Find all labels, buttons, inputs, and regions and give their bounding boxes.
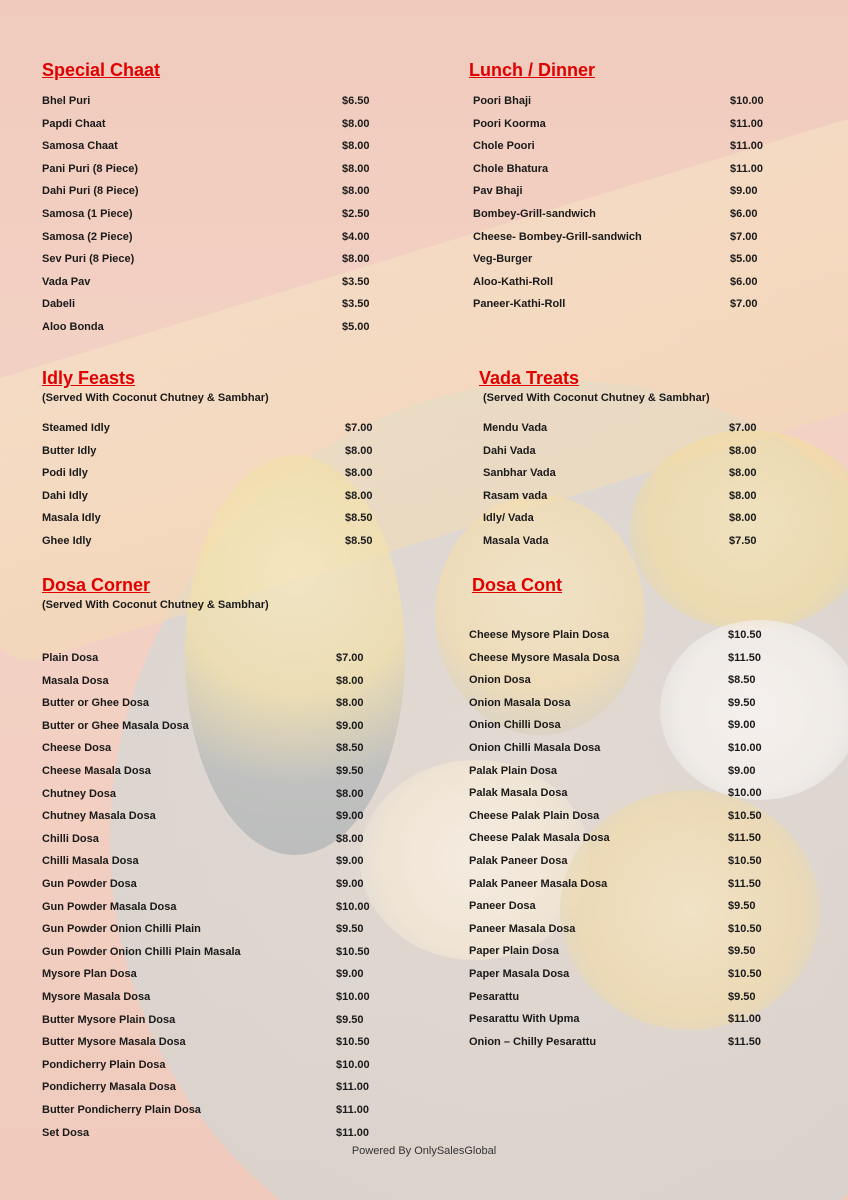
- menu-item-price: $6.50: [342, 95, 370, 107]
- menu-item-price: $11.00: [730, 118, 764, 130]
- menu-item-price: $7.00: [336, 652, 364, 664]
- menu-item-price: $8.50: [345, 512, 373, 524]
- menu-item-price: $8.00: [729, 467, 757, 479]
- menu-item-name: Ghee Idly: [42, 535, 92, 547]
- section-title-dosa-cont: Dosa Cont: [472, 575, 562, 595]
- menu-item-price: $11.00: [336, 1104, 370, 1116]
- menu-item-price: $8.00: [345, 467, 373, 479]
- menu-item-name: Pondicherry Masala Dosa: [42, 1081, 176, 1093]
- menu-item-price: $8.00: [345, 445, 373, 457]
- menu-item-name: Mysore Masala Dosa: [42, 991, 151, 1003]
- section-title-idly-feasts: Idly Feasts: [42, 368, 136, 388]
- menu-item-name: Mysore Plan Dosa: [42, 968, 137, 980]
- menu-item-price: $9.00: [336, 810, 364, 822]
- menu-item-price: $8.00: [342, 163, 370, 175]
- menu-item-price: $10.50: [728, 855, 762, 867]
- menu-item-price: $5.00: [730, 253, 758, 265]
- menu-item-price: $10.50: [728, 810, 762, 822]
- menu-item-name: Gun Powder Onion Chilli Plain Masala: [42, 946, 241, 958]
- menu-item-name: Chutney Masala Dosa: [42, 810, 156, 822]
- menu-item-price: $10.50: [728, 968, 762, 980]
- menu-item-name: Onion Chilli Dosa: [469, 719, 561, 731]
- menu-item-price: $10.50: [728, 629, 762, 641]
- menu-item-name: Palak Masala Dosa: [469, 787, 568, 799]
- menu-item-price: $8.50: [728, 674, 756, 686]
- menu-item-price: $7.00: [730, 231, 758, 243]
- menu-item-name: Idly/ Vada: [483, 512, 534, 524]
- menu-item-name: Vada Pav: [42, 276, 91, 288]
- menu-item-price: $8.00: [342, 118, 370, 130]
- menu-item-price: $9.50: [728, 900, 756, 912]
- menu-item-price: $10.00: [730, 95, 764, 107]
- menu-item-price: $11.00: [728, 1013, 762, 1025]
- menu-item-price: $8.00: [729, 512, 757, 524]
- section-title-dosa-corner: Dosa Corner: [42, 575, 151, 595]
- menu-item-name: Set Dosa: [42, 1127, 90, 1139]
- menu-item-name: Butter or Ghee Masala Dosa: [42, 720, 189, 732]
- menu-item-price: $11.50: [728, 652, 762, 664]
- menu-item-price: $3.50: [342, 298, 370, 310]
- section-subtitle-dosa-corner: (Served With Coconut Chutney & Sambhar): [42, 599, 269, 611]
- menu-item-price: $8.50: [345, 535, 373, 547]
- menu-item-price: $11.50: [728, 878, 762, 890]
- menu-item-price: $9.00: [336, 855, 364, 867]
- section-subtitle-vada-treats: (Served With Coconut Chutney & Sambhar): [483, 392, 710, 404]
- menu-item-price: $4.00: [342, 231, 370, 243]
- menu-item-name: Pesarattu: [469, 991, 520, 1003]
- menu-item-name: Chilli Masala Dosa: [42, 855, 139, 867]
- menu-item-name: Masala Dosa: [42, 675, 109, 687]
- menu-item-name: Papdi Chaat: [42, 118, 106, 130]
- menu-item-price: $7.00: [729, 422, 757, 434]
- section-title-vada-treats: Vada Treats: [479, 368, 580, 388]
- menu-item-price: $9.50: [728, 945, 756, 957]
- menu-item-name: Dahi Vada: [483, 445, 536, 457]
- menu-item-price: $8.00: [336, 788, 364, 800]
- menu-item-name: Rasam vada: [483, 490, 548, 502]
- menu-item-name: Butter Idly: [42, 445, 97, 457]
- menu-item-name: Chilli Dosa: [42, 833, 99, 845]
- menu-item-name: Dahi Idly: [42, 490, 88, 502]
- menu-item-name: Bhel Puri: [42, 95, 91, 107]
- menu-item-price: $8.00: [729, 445, 757, 457]
- menu-item-price: $5.00: [342, 321, 370, 333]
- menu-item-price: $10.50: [728, 923, 762, 935]
- menu-item-price: $8.00: [342, 185, 370, 197]
- menu-item-name: Paper Masala Dosa: [469, 968, 570, 980]
- menu-item-name: Butter or Ghee Dosa: [42, 697, 149, 709]
- menu-item-name: Onion Masala Dosa: [469, 697, 571, 709]
- menu-item-name: Mendu Vada: [483, 422, 548, 434]
- menu-item-name: Cheese- Bombey-Grill-sandwich: [473, 231, 642, 243]
- section-subtitle-idly-feasts: (Served With Coconut Chutney & Sambhar): [42, 392, 269, 404]
- menu-item-name: Aloo-Kathi-Roll: [473, 276, 554, 288]
- menu-item-name: Pesarattu With Upma: [469, 1013, 580, 1025]
- menu-item-name: Chole Poori: [473, 140, 535, 152]
- menu-item-price: $9.50: [336, 923, 364, 935]
- menu-item-name: Palak Paneer Masala Dosa: [469, 878, 608, 890]
- menu-item-name: Sev Puri (8 Piece): [42, 253, 135, 265]
- menu-item-name: Steamed Idly: [42, 422, 110, 434]
- menu-item-name: Cheese Dosa: [42, 742, 112, 754]
- menu-item-price: $9.00: [336, 720, 364, 732]
- menu-item-price: $6.00: [730, 208, 758, 220]
- menu-item-price: $6.00: [730, 276, 758, 288]
- menu-item-name: Paneer-Kathi-Roll: [473, 298, 566, 310]
- menu-item-name: Veg-Burger: [473, 253, 533, 265]
- menu-item-price: $11.00: [336, 1127, 370, 1139]
- menu-item-price: $10.50: [336, 946, 370, 958]
- menu-item-price: $8.00: [336, 697, 364, 709]
- menu-item-price: $8.00: [336, 675, 364, 687]
- menu-item-name: Pav Bhaji: [473, 185, 523, 197]
- menu-item-name: Dahi Puri (8 Piece): [42, 185, 139, 197]
- menu-item-price: $10.00: [336, 901, 370, 913]
- menu-item-price: $9.50: [728, 991, 756, 1003]
- menu-item-price: $8.00: [345, 490, 373, 502]
- menu-item-name: Podi Idly: [42, 467, 88, 479]
- menu-item-name: Onion Dosa: [469, 674, 531, 686]
- menu-item-price: $8.00: [729, 490, 757, 502]
- menu-item-name: Chole Bhatura: [473, 163, 549, 175]
- section-title-special-chaat: Special Chaat: [42, 60, 161, 80]
- menu-item-name: Dabeli: [42, 298, 76, 310]
- menu-item-name: Samosa (1 Piece): [42, 208, 133, 220]
- menu-item-name: Palak Paneer Dosa: [469, 855, 568, 867]
- menu-item-name: Chutney Dosa: [42, 788, 116, 800]
- menu-item-name: Cheese Palak Masala Dosa: [469, 832, 610, 844]
- menu-item-name: Onion Chilli Masala Dosa: [469, 742, 601, 754]
- menu-item-name: Sanbhar Vada: [483, 467, 556, 479]
- menu-item-price: $11.50: [728, 1036, 762, 1048]
- menu-item-price: $7.00: [345, 422, 373, 434]
- menu-item-name: Butter Mysore Masala Dosa: [42, 1036, 186, 1048]
- menu-item-price: $9.00: [336, 878, 364, 890]
- menu-item-price: $8.00: [342, 140, 370, 152]
- menu-item-name: Poori Bhaji: [473, 95, 532, 107]
- menu-item-name: Bombey-Grill-sandwich: [473, 208, 596, 220]
- menu-item-name: Butter Mysore Plain Dosa: [42, 1014, 176, 1026]
- menu-item-name: Aloo Bonda: [42, 321, 104, 333]
- menu-item-name: Cheese Palak Plain Dosa: [469, 810, 600, 822]
- menu-item-name: Gun Powder Masala Dosa: [42, 901, 177, 913]
- menu-item-price: $9.50: [336, 1014, 364, 1026]
- menu-item-price: $9.50: [728, 697, 756, 709]
- menu-item-price: $9.00: [728, 765, 756, 777]
- menu-item-price: $10.00: [728, 787, 762, 799]
- menu-item-price: $8.00: [342, 253, 370, 265]
- menu-item-name: Onion – Chilly Pesarattu: [469, 1036, 597, 1048]
- menu-item-price: $2.50: [342, 208, 370, 220]
- menu-item-price: $11.00: [730, 140, 764, 152]
- menu-item-price: $9.50: [336, 765, 364, 777]
- menu-item-price: $3.50: [342, 276, 370, 288]
- menu-item-price: $7.00: [730, 298, 758, 310]
- menu-item-name: Masala Idly: [42, 512, 101, 524]
- menu-item-name: Pani Puri (8 Piece): [42, 163, 138, 175]
- menu-item-name: Masala Vada: [483, 535, 549, 547]
- menu-item-name: Plain Dosa: [42, 652, 99, 664]
- menu-item-name: Pondicherry Plain Dosa: [42, 1059, 166, 1071]
- menu-item-name: Samosa Chaat: [42, 140, 118, 152]
- menu-item-price: $10.00: [336, 991, 370, 1003]
- menu-item-price: $9.00: [730, 185, 758, 197]
- menu-item-price: $10.00: [336, 1059, 370, 1071]
- menu-item-price: $9.00: [336, 968, 364, 980]
- menu-item-name: Butter Pondicherry Plain Dosa: [42, 1104, 201, 1116]
- menu-item-name: Paneer Masala Dosa: [469, 923, 576, 935]
- menu-item-name: Cheese Mysore Plain Dosa: [469, 629, 610, 641]
- menu-item-name: Palak Plain Dosa: [469, 765, 558, 777]
- menu-item-price: $9.00: [728, 719, 756, 731]
- menu-item-name: Gun Powder Dosa: [42, 878, 137, 890]
- menu-item-price: $8.50: [336, 742, 364, 754]
- menu-item-price: $10.50: [336, 1036, 370, 1048]
- menu-item-price: $10.00: [728, 742, 762, 754]
- menu-item-price: $11.00: [730, 163, 764, 175]
- menu-item-price: $8.00: [336, 833, 364, 845]
- menu-item-price: $11.00: [336, 1081, 370, 1093]
- menu-item-name: Poori Koorma: [473, 118, 546, 130]
- menu-item-name: Cheese Masala Dosa: [42, 765, 151, 777]
- menu-item-price: $7.50: [729, 535, 757, 547]
- menu-item-name: Paper Plain Dosa: [469, 945, 559, 957]
- menu-item-name: Gun Powder Onion Chilli Plain: [42, 923, 201, 935]
- section-title-lunch-dinner: Lunch / Dinner: [469, 60, 595, 80]
- menu-item-name: Paneer Dosa: [469, 900, 536, 912]
- menu-item-name: Cheese Mysore Masala Dosa: [469, 652, 620, 664]
- footer-credit: Powered By OnlySalesGlobal: [351, 1145, 497, 1157]
- menu-item-name: Samosa (2 Piece): [42, 231, 133, 243]
- menu-item-price: $11.50: [728, 832, 762, 844]
